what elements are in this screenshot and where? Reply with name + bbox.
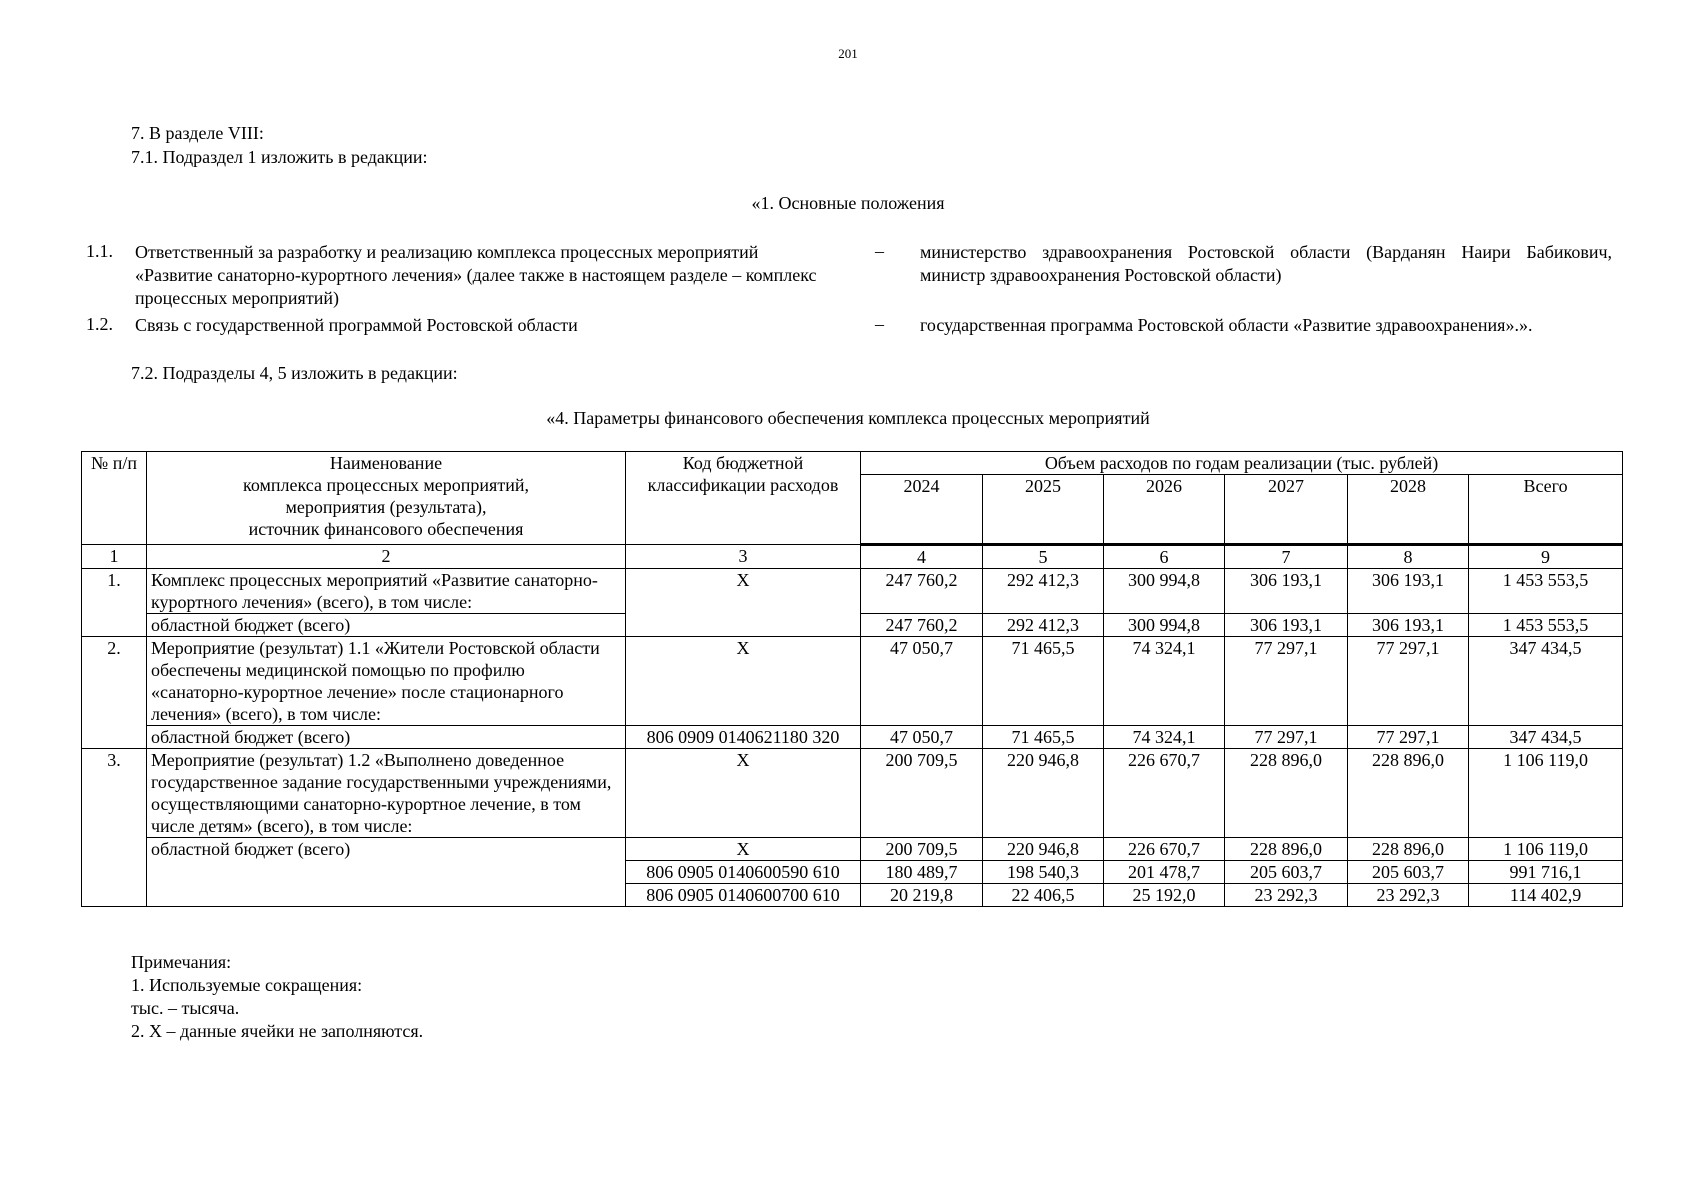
row-value: 205 603,7: [1225, 861, 1348, 884]
intro-line-3: 7.2. Подразделы 4, 5 изложить в редакции:: [131, 363, 458, 383]
row-value: 247 760,2: [861, 569, 983, 614]
provision-value: министерство здравоохранения Ростовской области (Варданян Наири Бабикович, министр здравоохранения Ростовской области): [920, 242, 1612, 285]
header-name-line: мероприятия (результата),: [285, 497, 487, 517]
row-value: 71 465,5: [983, 726, 1104, 749]
provision-number: 1.1.: [86, 241, 113, 261]
header-num: № п/п: [82, 452, 147, 545]
notes-line: 1. Используемые сокращения:: [131, 975, 363, 995]
row-value: 71 465,5: [983, 637, 1104, 726]
row-value: 347 434,5: [1469, 726, 1623, 749]
row-value: 306 193,1: [1225, 569, 1348, 614]
row-value: 74 324,1: [1104, 637, 1225, 726]
row-value: 77 297,1: [1225, 726, 1348, 749]
row-value: 220 946,8: [983, 749, 1104, 838]
header-volume: Объем расходов по годам реализации (тыс. рублей): [861, 452, 1623, 475]
row-value: 991 716,1: [1469, 861, 1623, 884]
row-kbk: 806 0909 0140621180 320: [626, 726, 861, 749]
row-value: 47 050,7: [861, 637, 983, 726]
header-year: 2027: [1225, 475, 1348, 545]
table-row: [82, 569, 1623, 614]
provision-dash: –: [875, 314, 884, 334]
row-value: 77 297,1: [1225, 637, 1348, 726]
row-name: областной бюджет (всего): [147, 726, 626, 749]
row-value: 226 670,7: [1104, 838, 1225, 861]
table-row: [82, 749, 1623, 838]
header-kbk: Код бюджетной классификации расходов: [626, 452, 861, 545]
provision-label: Ответственный за разработку и реализацию комплекса процессных мероприятий «Развитие санаторно-курортного лечения» (далее также в настоящем разделе – комплекс процессных мероприятий): [135, 242, 817, 308]
header-total: Всего: [1469, 475, 1623, 545]
row-value: 228 896,0: [1348, 749, 1469, 838]
row-value: 74 324,1: [1104, 726, 1225, 749]
column-numbers-row: [82, 545, 1623, 569]
row-value: 20 219,8: [861, 884, 983, 907]
row-number: 2.: [82, 637, 147, 749]
row-value: 47 050,7: [861, 726, 983, 749]
table-row: [82, 838, 1623, 861]
header-name: [147, 452, 626, 545]
row-value: 205 603,7: [1348, 861, 1469, 884]
row-value: 247 760,2: [861, 614, 983, 637]
table-row: [82, 726, 1623, 749]
header-name-line: источник финансового обеспечения: [248, 519, 524, 539]
row-value: 220 946,8: [983, 838, 1104, 861]
header-year: 2026: [1104, 475, 1225, 545]
column-number: 4: [861, 545, 983, 569]
row-value: 198 540,3: [983, 861, 1104, 884]
row-kbk: X: [626, 749, 861, 838]
notes: [131, 951, 423, 1043]
row-value: 200 709,5: [861, 838, 983, 861]
row-value: 77 297,1: [1348, 726, 1469, 749]
row-value: 25 192,0: [1104, 884, 1225, 907]
column-number: 1: [82, 545, 147, 569]
row-name: Мероприятие (результат) 1.2 «Выполнено доведенное государственное задание государственными учреждениями, осуществляющими санаторно-курортное лечение, в том числе детям» (всего), в том числе:: [147, 749, 626, 838]
column-number: 6: [1104, 545, 1225, 569]
header-year: 2024: [861, 475, 983, 545]
row-value: 306 193,1: [1348, 614, 1469, 637]
row-value: 228 896,0: [1348, 838, 1469, 861]
row-value: 1 453 553,5: [1469, 569, 1623, 614]
column-number: 7: [1225, 545, 1348, 569]
column-number: 5: [983, 545, 1104, 569]
header-name-line: Наименование: [329, 453, 443, 473]
row-value: 300 994,8: [1104, 569, 1225, 614]
provision-value: государственная программа Ростовской области «Развитие здравоохранения».».: [920, 315, 1533, 335]
intro-line-2: 7.1. Подраздел 1 изложить в редакции:: [131, 147, 428, 167]
row-value: 201 478,7: [1104, 861, 1225, 884]
column-number: 9: [1469, 545, 1623, 569]
column-number: 3: [626, 545, 861, 569]
row-value: 77 297,1: [1348, 637, 1469, 726]
intro-line-1: 7. В разделе VIII:: [131, 123, 264, 143]
row-value: 226 670,7: [1104, 749, 1225, 838]
column-number: 8: [1348, 545, 1469, 569]
financial-table: [81, 451, 1623, 907]
row-kbk: X: [626, 637, 861, 726]
row-number: 1.: [82, 569, 147, 637]
row-kbk: X: [626, 838, 861, 861]
notes-title: Примечания:: [131, 952, 232, 972]
provision-number: 1.2.: [86, 314, 113, 334]
row-value: 306 193,1: [1225, 614, 1348, 637]
row-value: 1 453 553,5: [1469, 614, 1623, 637]
row-value: 300 994,8: [1104, 614, 1225, 637]
row-kbk: 806 0905 0140600590 610: [626, 861, 861, 884]
header-row-1: [82, 452, 1623, 475]
column-number: 2: [147, 545, 626, 569]
row-value: 23 292,3: [1348, 884, 1469, 907]
row-kbk: X: [626, 569, 861, 637]
row-value: 114 402,9: [1469, 884, 1623, 907]
row-value: 1 106 119,0: [1469, 749, 1623, 838]
provision-label: Связь с государственной программой Ростовской области: [135, 315, 578, 335]
notes-line: 2. X – данные ячейки не заполняются.: [131, 1021, 424, 1041]
row-value: 292 412,3: [983, 614, 1104, 637]
row-value: 347 434,5: [1469, 637, 1623, 726]
row-name: областной бюджет (всего): [147, 614, 626, 637]
row-value: 292 412,3: [983, 569, 1104, 614]
header-name-line: комплекса процессных мероприятий,: [243, 475, 529, 495]
row-value: 228 896,0: [1225, 749, 1348, 838]
row-value: 228 896,0: [1225, 838, 1348, 861]
row-name: областной бюджет (всего): [147, 838, 626, 907]
row-name: Мероприятие (результат) 1.1 «Жители Ростовской области обеспечены медицинской помощью по профилю «санаторно-курортное лечение» после стационарного лечения» (всего), в том числе:: [147, 637, 626, 726]
row-kbk: 806 0905 0140600700 610: [626, 884, 861, 907]
row-number: 3.: [82, 749, 147, 907]
row-value: 1 106 119,0: [1469, 838, 1623, 861]
row-value: 200 709,5: [861, 749, 983, 838]
row-value: 306 193,1: [1348, 569, 1469, 614]
header-year: 2025: [983, 475, 1104, 545]
notes-line: тыс. – тысяча.: [131, 998, 240, 1018]
table-row: [82, 637, 1623, 726]
row-value: 22 406,5: [983, 884, 1104, 907]
page-number: 201: [838, 46, 858, 61]
provision-dash: –: [875, 241, 884, 261]
section-1-title: «1. Основные положения: [751, 193, 945, 213]
section-4-title: «4. Параметры финансового обеспечения комплекса процессных мероприятий: [546, 408, 1150, 428]
header-year: 2028: [1348, 475, 1469, 545]
row-name: Комплекс процессных мероприятий «Развитие санаторно-курортного лечения» (всего), в том числе:: [147, 569, 626, 614]
row-value: 180 489,7: [861, 861, 983, 884]
row-value: 23 292,3: [1225, 884, 1348, 907]
